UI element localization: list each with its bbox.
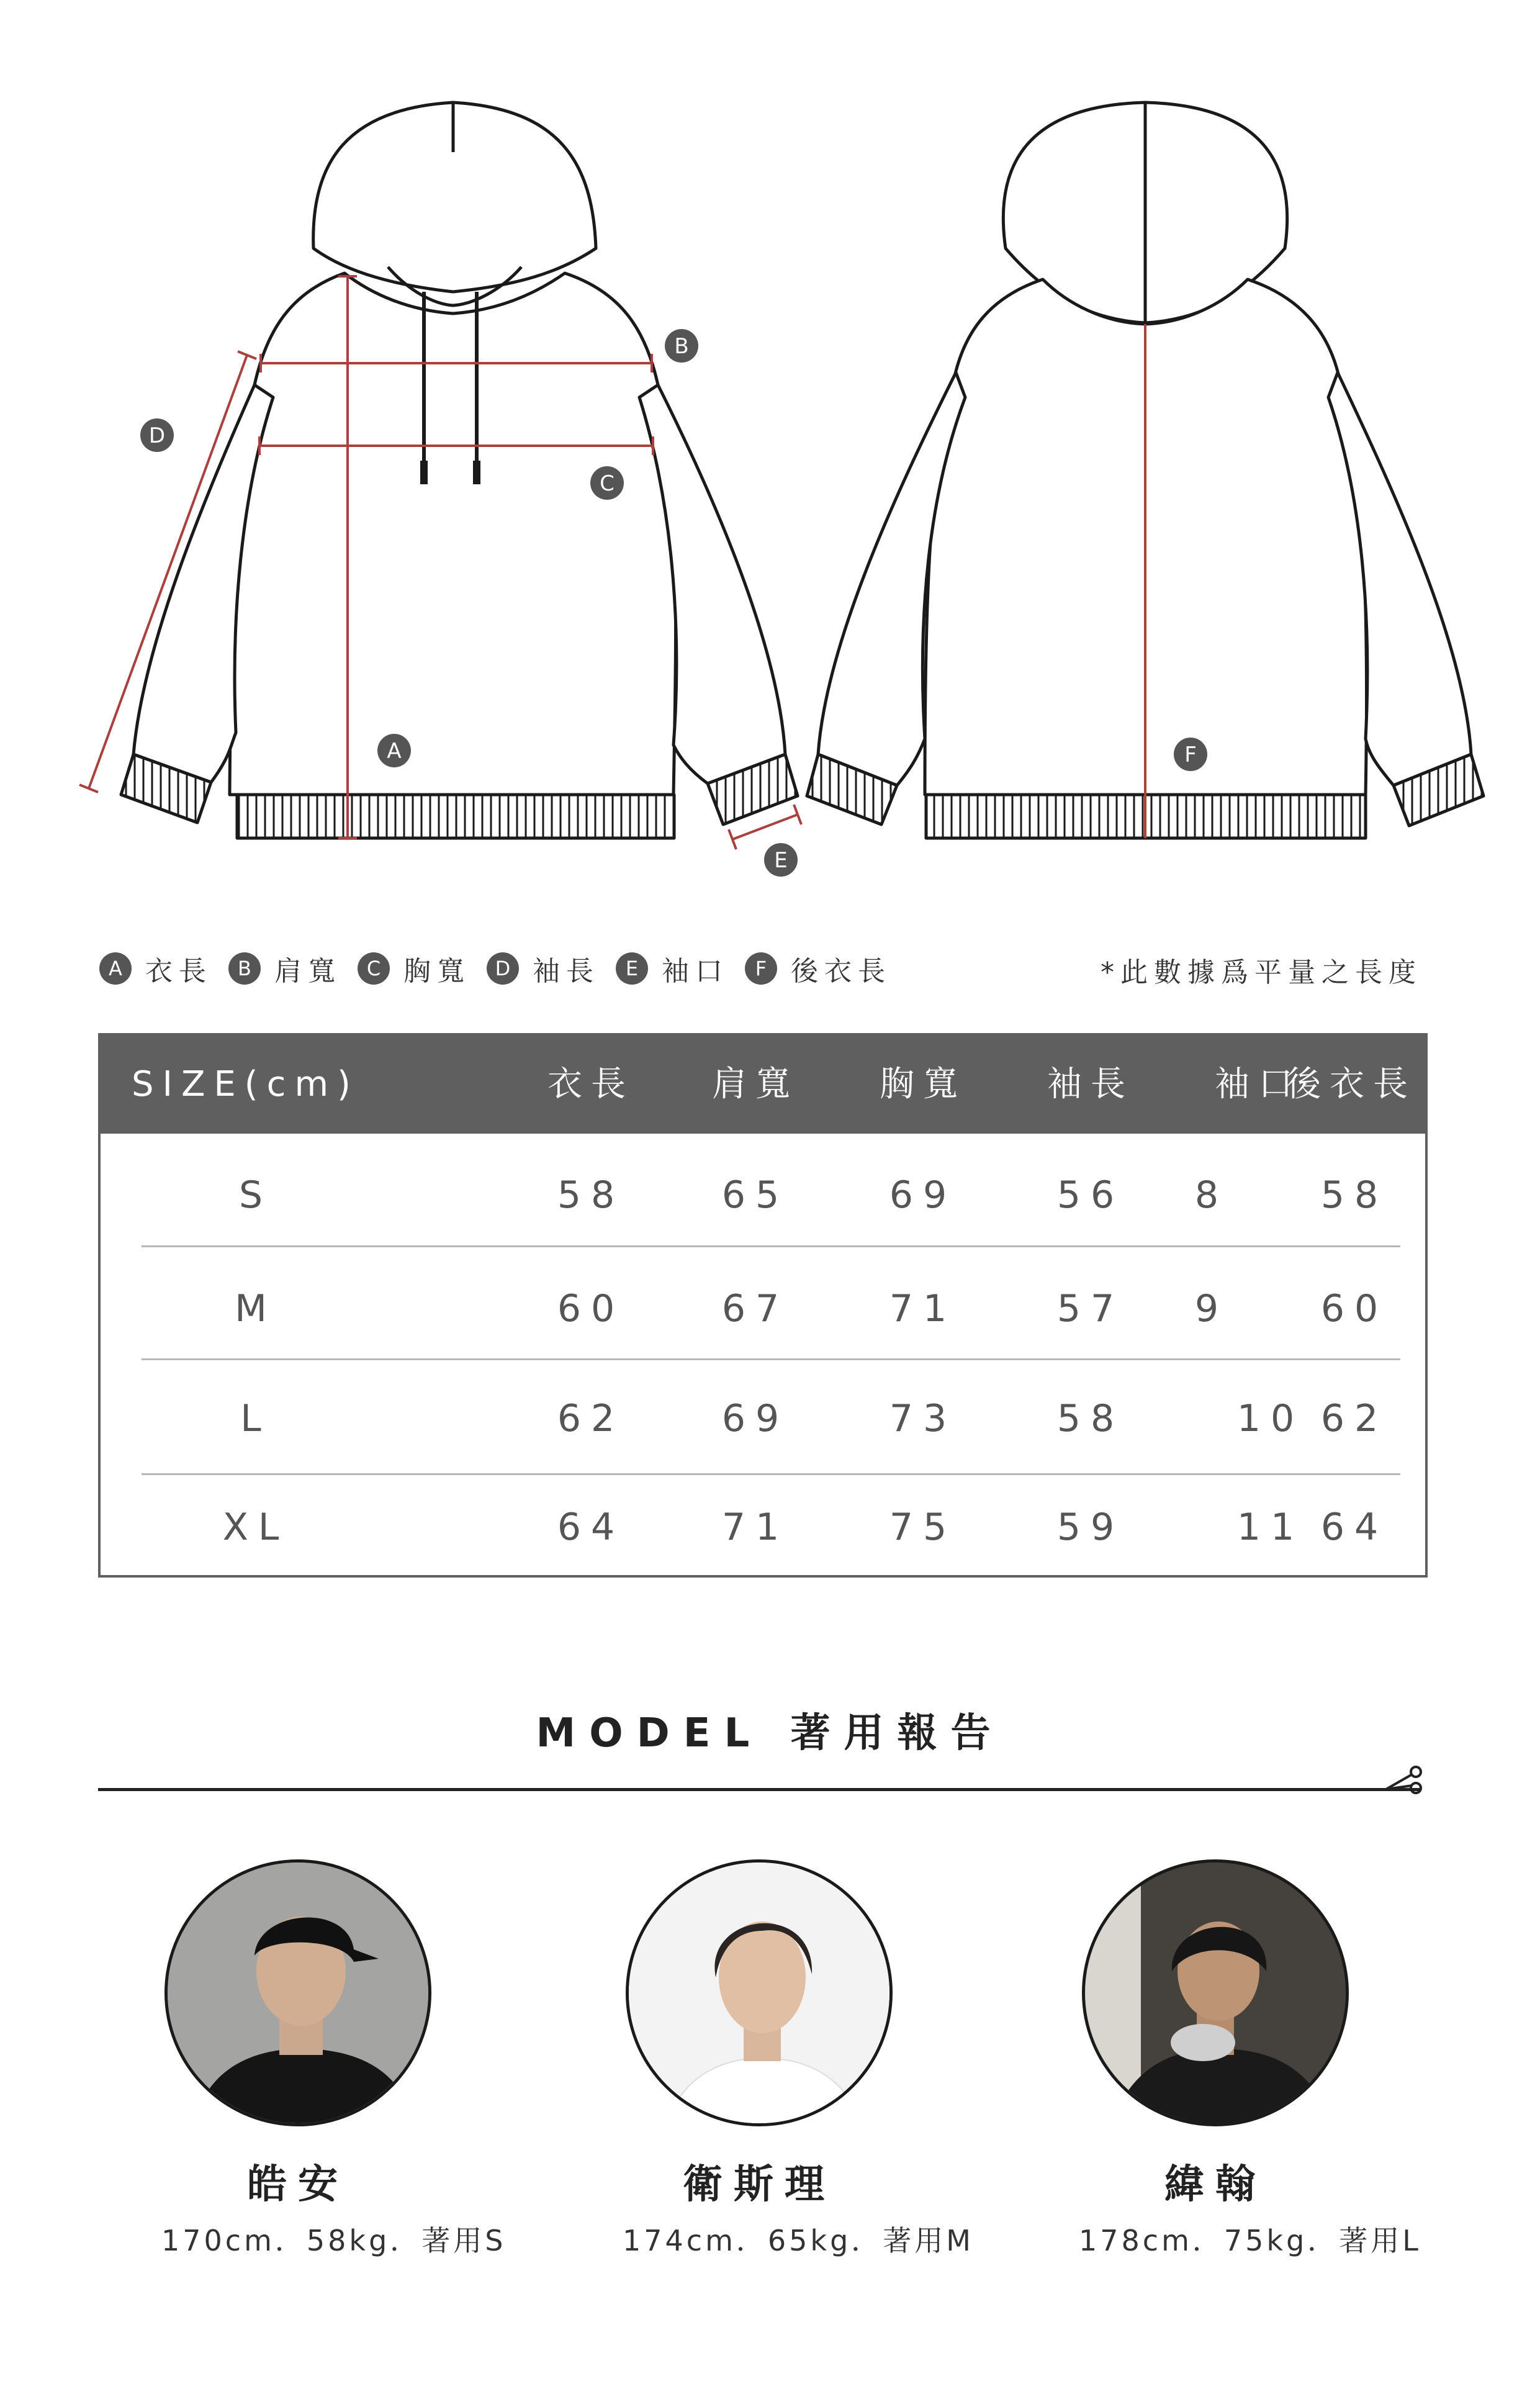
table-cell: 67 [721,1287,790,1330]
model-section-title: MODEL 著用報告 [536,1710,1004,1756]
header-cuff: 袖口 [1215,1064,1302,1104]
legend-badge: B [228,952,261,985]
model-photo-placeholder [1085,1862,1349,2126]
row-divider [142,1245,1400,1247]
table-cell: 9 [1194,1287,1229,1330]
table-cell: 11 [1236,1506,1305,1549]
svg-text:D: D [148,423,166,448]
legend-badge: D [487,952,519,985]
callout-f [1174,738,1207,771]
model-name: 皓安 [247,2162,349,2208]
model-name: 衛斯理 [683,2162,835,2208]
model-stats: 170cm．58kg．著用S [161,2224,507,2257]
svg-text:F: F [1184,743,1197,767]
row-divider [142,1473,1400,1475]
table-cell: 60 [557,1287,625,1330]
legend-label: 肩寬 [274,955,341,987]
size-cell: S [238,1173,273,1217]
front-body [230,273,676,795]
size-cell: XL [222,1506,289,1549]
table-cell: 62 [557,1397,625,1440]
header-length: 衣長 [547,1064,634,1104]
svg-text:E: E [774,848,788,873]
size-cell: M [235,1287,277,1330]
front-hoodie [121,102,798,838]
callout-d [140,418,174,452]
table-cell: 60 [1320,1287,1389,1330]
model-name: 緯翰 [1164,2162,1266,2208]
table-cell: 69 [721,1397,790,1440]
front-hem-rib [237,795,674,838]
callout-a [377,734,411,767]
legend-badge: F [745,952,777,985]
callout-b [665,329,698,363]
svg-text:A: A [387,739,402,764]
model-card [1079,1859,1421,2259]
table-cell: 57 [1056,1287,1125,1330]
model-stats: 178cm．75kg．著用L [1079,2224,1421,2257]
scissors-icon [1381,1761,1431,1798]
legend-item-e [616,949,729,988]
legend-label: 胸寬 [403,955,471,987]
header-chest: 胸寬 [880,1064,966,1104]
table-cell: 75 [889,1506,957,1549]
table-cell: 58 [1056,1397,1125,1440]
size-table [98,1033,1428,1578]
header-shoulder: 肩寬 [712,1064,799,1104]
measurement-note: *此數據爲平量之長度 [1101,957,1422,988]
model-card [161,1859,507,2259]
callout-c [590,466,624,500]
legend-label: 袖長 [533,955,600,987]
table-cell: 71 [721,1506,790,1549]
table-cell: 64 [1320,1506,1389,1549]
legend-item-c [358,949,471,988]
header-sleeve-length: 袖長 [1047,1064,1134,1104]
legend-badge: E [616,952,648,985]
svg-text:B: B [674,334,689,359]
legend-badge: C [358,952,390,985]
legend-label: 後衣長 [791,955,891,987]
legend-item-d [487,949,600,988]
table-cell: 62 [1320,1397,1389,1440]
table-cell: 56 [1056,1173,1125,1217]
legend-item-a [99,949,212,988]
svg-text:C: C [600,471,615,496]
table-cell: 8 [1194,1173,1229,1217]
callout-e [764,843,798,877]
table-cell: 58 [557,1173,625,1217]
model-card [623,1859,974,2259]
legend-label: 衣長 [145,955,212,987]
header-size: SIZE(cm) [132,1064,359,1104]
table-cell: 69 [889,1173,957,1217]
row-divider [142,1358,1400,1360]
avatar [164,1859,431,2126]
table-cell: 64 [557,1506,625,1549]
table-cell: 59 [1056,1506,1125,1549]
model-photo-placeholder [629,1862,893,2126]
avatar [626,1859,893,2126]
table-cell: 58 [1320,1173,1389,1217]
hoodie-measurement-diagram [0,0,1540,900]
table-header [101,1036,1425,1134]
table-cell: 10 [1236,1397,1305,1440]
legend-badge: A [99,952,132,985]
section-divider [98,1788,1420,1791]
model-stats: 174cm．65kg．著用M [623,2224,974,2257]
header-back-length: 後衣長 [1286,1064,1416,1104]
legend-label: 袖口 [662,955,729,987]
table-cell: 65 [721,1173,790,1217]
legend-item-f [745,949,891,988]
model-photo-placeholder [168,1862,431,2126]
legend-item-b [228,949,341,988]
size-cell: L [240,1397,271,1440]
avatar [1082,1859,1349,2126]
table-cell: 71 [889,1287,957,1330]
measurement-legend [99,944,907,993]
table-cell: 73 [889,1397,957,1440]
